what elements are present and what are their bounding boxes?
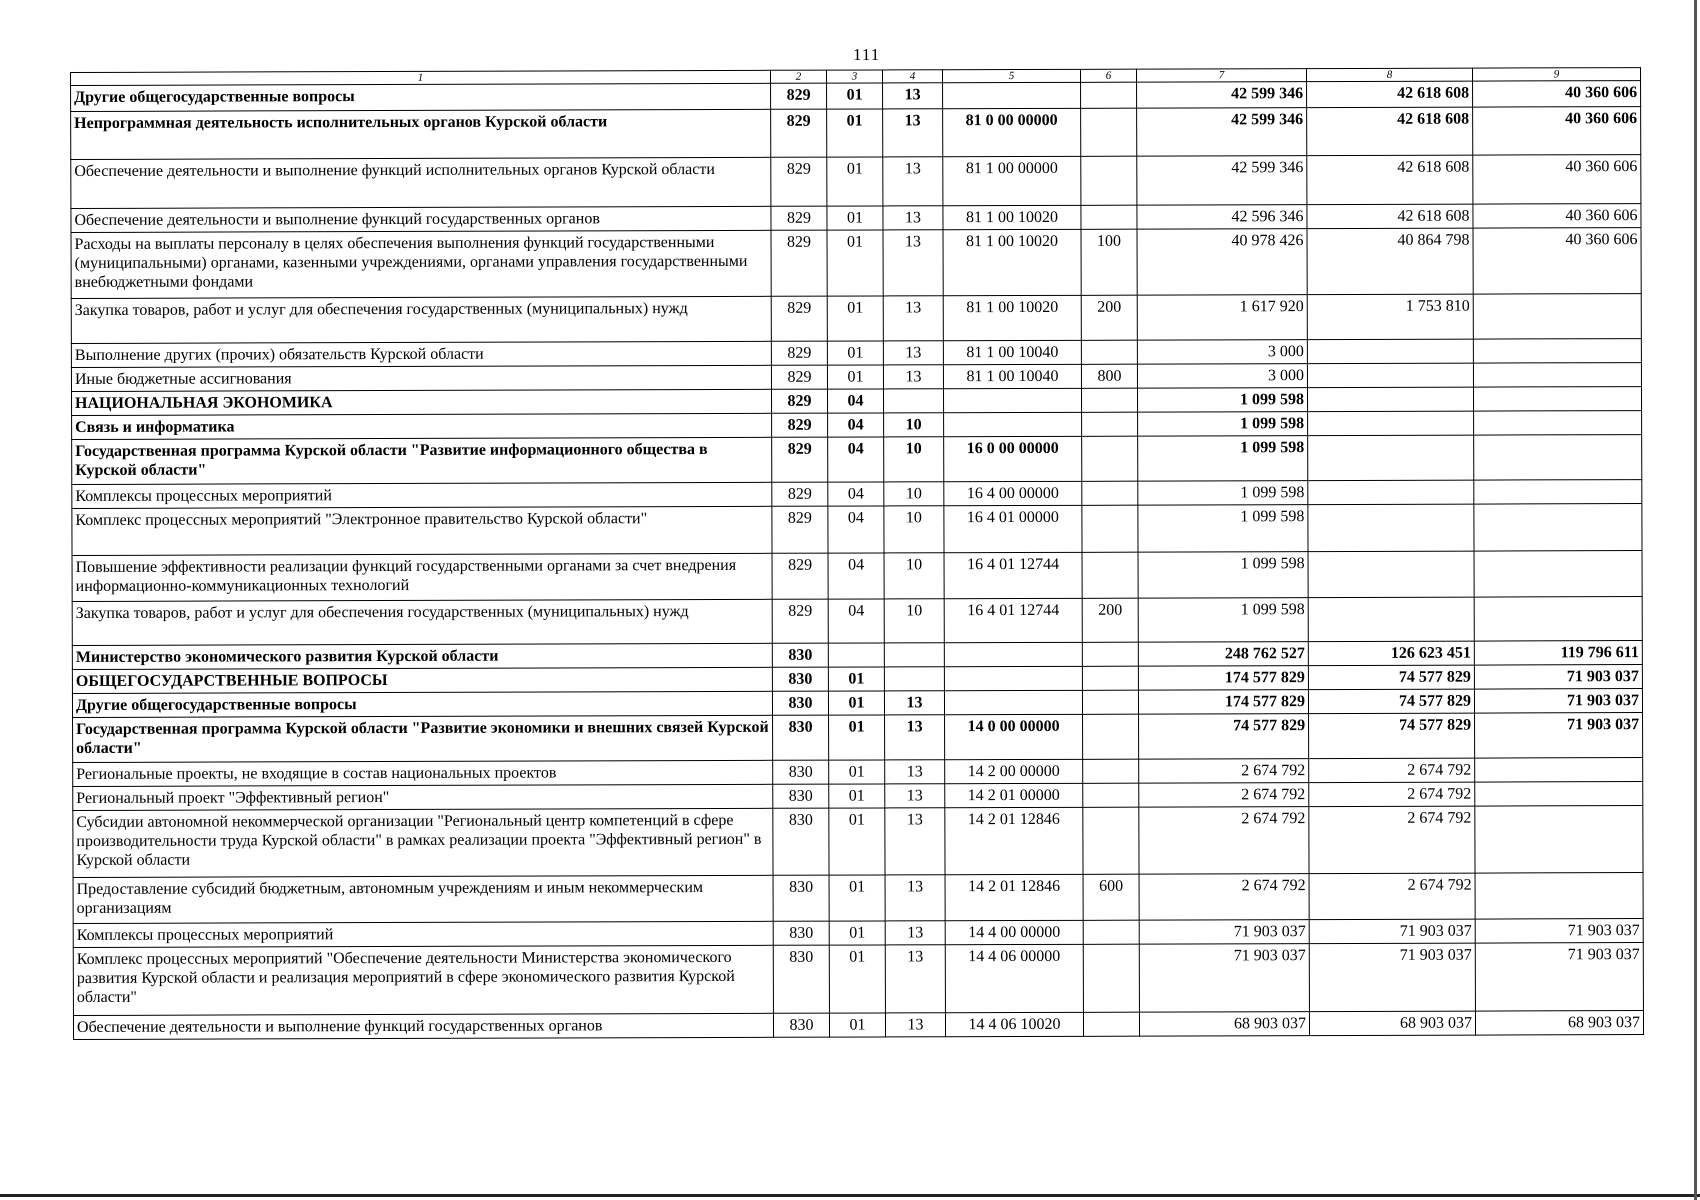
target-article-cell [944,690,1082,714]
section-cell: 04 [828,389,884,413]
table-row [71,107,1641,160]
target-article-cell: 16 4 01 12744 [944,598,1082,642]
ved-code-cell: 829 [771,109,827,157]
subsection-cell: 13 [883,365,943,389]
ved-code-cell: 830 [772,667,828,691]
amount-year2-cell: 42 618 608 [1307,107,1473,156]
expense-type-cell: 200 [1082,598,1138,642]
amount-year3-cell: 40 360 606 [1473,107,1641,156]
expense-type-cell [1081,156,1137,205]
ved-code-cell: 830 [773,808,829,875]
subsection-cell: 10 [884,553,944,599]
amount-year1-cell: 3 000 [1137,340,1307,365]
section-cell: 04 [828,482,884,506]
amount-year3-cell [1473,387,1641,412]
target-article-cell: 14 2 01 00000 [945,783,1083,807]
ved-code-cell: 830 [773,921,829,945]
expense-type-cell [1082,481,1138,505]
amount-year1-cell: 1 099 598 [1138,505,1308,553]
budget-table-frame [60,57,1642,1105]
expense-type-cell [1083,759,1139,783]
ved-code-cell: 830 [772,643,828,667]
amount-year2-cell: 71 903 037 [1309,919,1475,944]
target-article-cell: 14 4 06 10020 [945,1012,1083,1036]
name-cell: Комплексы процессных мероприятий [73,921,773,947]
subsection-cell: 13 [884,691,944,715]
table-row [73,713,1643,763]
expense-type-cell [1083,920,1139,944]
subsection-cell: 13 [883,296,943,341]
target-article-cell: 81 1 00 10040 [943,340,1081,364]
name-cell: Другие общегосударственные вопросы [71,83,771,111]
amount-year1-cell: 40 978 426 [1137,229,1307,296]
amount-year3-cell: 40 360 606 [1473,81,1641,108]
target-article-cell [943,82,1081,108]
amount-year2-cell [1307,363,1473,388]
amount-year1-cell: 42 596 346 [1137,205,1307,230]
amount-year3-cell [1473,294,1641,340]
name-cell: Предоставление субсидий бюджетным, автономным учреждениям и иным некоммерческим организациям [73,875,773,923]
target-article-cell: 14 4 06 00000 [945,944,1083,1012]
subsection-cell: 10 [884,506,944,553]
amount-year3-cell [1474,411,1642,436]
ved-code-cell: 829 [772,599,828,643]
section-cell: 01 [829,808,885,875]
target-article-cell: 14 4 00 00000 [945,920,1083,944]
scan-right-edge [1694,0,1697,1200]
section-cell [828,643,884,667]
section-cell: 01 [827,230,883,296]
table-row [71,155,1641,209]
expense-type-cell [1083,807,1139,874]
target-article-cell [944,666,1082,690]
amount-year2-cell: 74 577 829 [1308,665,1474,690]
table-row [73,943,1643,1016]
subsection-cell: 13 [883,206,943,230]
subsection-cell: 10 [884,413,944,437]
amount-year2-cell: 40 864 798 [1307,228,1473,295]
subsection-cell: 13 [885,875,945,921]
column-number-1: 1 [71,70,771,85]
name-cell: Выполнение других (прочих) обязательств Курской области [71,341,771,367]
amount-year1-cell: 2 674 792 [1139,759,1309,784]
column-number-3: 3 [826,70,882,83]
column-number-5: 5 [942,69,1080,82]
table-row [73,806,1643,878]
amount-year3-cell [1474,504,1642,552]
amount-year3-cell: 68 903 037 [1475,1011,1643,1036]
subsection-cell: 13 [885,715,945,760]
amount-year2-cell [1308,435,1474,481]
name-cell: Региональные проекты, не входящие в состав национальных проектов [73,760,773,786]
ved-code-cell: 830 [773,715,829,760]
ved-code-cell: 829 [771,83,827,109]
section-cell: 01 [827,365,883,389]
amount-year3-cell [1474,480,1642,505]
target-article-cell [944,642,1082,666]
expense-type-cell [1081,340,1137,364]
amount-year1-cell: 1 099 598 [1137,388,1307,413]
name-cell: Субсидии автономной некоммерческой организации "Региональный центр компетенций в сфере производительности труда Курской области" в рамках реализации проекта "Эффективный регион" в Курской области [73,808,773,877]
scan-bottom-edge [0,1194,1700,1197]
ved-code-cell: 829 [771,206,827,230]
section-cell: 01 [828,667,884,691]
amount-year1-cell: 1 099 598 [1138,598,1308,643]
ved-code-cell: 830 [773,945,829,1013]
amount-year1-cell: 3 000 [1137,364,1307,389]
page-number: 111 [853,45,881,64]
section-cell: 04 [828,599,884,643]
amount-year3-cell [1475,758,1643,783]
column-number-8: 8 [1306,68,1472,82]
section-cell: 01 [827,341,883,365]
column-number-9: 9 [1472,68,1640,82]
amount-year2-cell: 71 903 037 [1309,943,1475,1012]
ved-code-cell: 829 [772,413,828,437]
target-article-cell: 81 1 00 10020 [943,229,1081,295]
column-number-2: 2 [770,70,826,83]
expense-type-cell [1083,783,1139,807]
name-cell: Связь и информатика [72,413,772,439]
name-cell: Иные бюджетные ассигнования [71,365,771,391]
amount-year2-cell [1307,339,1473,364]
subsection-cell [883,389,943,413]
table-row [73,1011,1643,1040]
section-cell: 01 [828,691,884,715]
subsection-cell: 10 [884,437,944,482]
amount-year2-cell: 126 623 451 [1308,641,1474,666]
amount-year3-cell: 40 360 606 [1473,155,1641,205]
ved-code-cell: 830 [772,691,828,715]
section-cell: 01 [829,760,885,784]
name-cell: Обеспечение деятельности и выполнение функций государственных органов [73,1013,773,1039]
amount-year1-cell: 1 099 598 [1138,481,1308,506]
subsection-cell: 10 [884,482,944,506]
ved-code-cell: 829 [772,437,828,482]
amount-year2-cell: 68 903 037 [1309,1011,1475,1036]
name-cell: Закупка товаров, работ и услуг для обеспечения государственных (муниципальных) нужд [71,296,771,343]
amount-year1-cell: 2 674 792 [1139,783,1309,808]
amount-year3-cell [1474,435,1642,481]
subsection-cell: 13 [883,341,943,365]
section-cell: 01 [827,206,883,230]
amount-year1-cell: 71 903 037 [1139,920,1309,945]
amount-year2-cell [1308,551,1474,598]
amount-year3-cell [1473,339,1641,364]
amount-year1-cell: 1 099 598 [1138,436,1308,482]
target-article-cell: 16 4 01 12744 [944,552,1082,598]
amount-year3-cell [1474,551,1642,598]
expense-type-cell [1082,642,1138,666]
name-cell: Комплекс процессных мероприятий "Обеспечение деятельности Министерства экономического развития Курской области и реализация мероприятий в сфере экономического развития Курской области" [73,945,773,1015]
expense-type-cell [1081,388,1137,412]
expense-type-cell [1082,505,1138,552]
target-article-cell: 81 0 00 00000 [943,108,1081,156]
column-number-4: 4 [882,70,942,83]
amount-year1-cell: 68 903 037 [1139,1012,1309,1037]
expense-type-cell [1081,205,1137,229]
section-cell: 01 [827,83,883,109]
expense-type-cell: 800 [1081,364,1137,388]
name-cell: НАЦИОНАЛЬНАЯ ЭКОНОМИКА [72,389,772,415]
amount-year3-cell [1475,806,1643,874]
name-cell: Региональный проект "Эффективный регион" [73,784,773,810]
name-cell: Закупка товаров, работ и услуг для обеспечения государственных (муниципальных) нужд [72,599,772,645]
name-cell: Обеспечение деятельности и выполнение функций исполнительных органов Курской области [71,157,771,208]
target-article-cell [943,388,1081,412]
subsection-cell: 13 [883,83,943,109]
ved-code-cell: 829 [771,230,827,296]
amount-year3-cell: 71 903 037 [1474,689,1642,714]
amount-year3-cell [1474,597,1642,642]
target-article-cell: 14 2 00 00000 [945,759,1083,783]
section-cell: 04 [828,437,884,482]
amount-year3-cell [1475,782,1643,807]
name-cell: Расходы на выплаты персоналу в целях обеспечения выполнения функций государственными (муниципальными) органами, казенными учреждениями, органами управления государственными внебюджетными фондами [71,230,771,298]
expense-type-cell [1082,412,1138,436]
ved-code-cell: 829 [772,482,828,506]
budget-table [70,67,1644,1040]
target-article-cell: 16 4 00 00000 [944,481,1082,505]
section-cell: 04 [828,506,884,553]
expense-type-cell [1082,552,1138,598]
amount-year2-cell: 2 674 792 [1309,758,1475,783]
subsection-cell: 13 [885,760,945,784]
target-article-cell: 16 4 01 00000 [944,505,1082,552]
name-cell: Обеспечение деятельности и выполнение функций государственных органов [71,206,771,232]
amount-year2-cell: 42 618 608 [1307,81,1473,108]
ved-code-cell: 830 [773,784,829,808]
section-cell: 01 [829,921,885,945]
amount-year1-cell: 1 099 598 [1138,412,1308,437]
section-cell: 01 [829,945,885,1013]
target-article-cell: 14 2 01 12846 [945,874,1083,920]
subsection-cell: 13 [885,784,945,808]
name-cell: Непрограммная деятельность исполнительных органов Курской области [71,109,771,159]
ved-code-cell: 830 [773,875,829,921]
amount-year2-cell: 2 674 792 [1309,782,1475,807]
amount-year2-cell: 74 577 829 [1309,713,1475,759]
name-cell: Государственная программа Курской области "Развитие экономики и внешних связей Курской области" [73,715,773,762]
ved-code-cell: 829 [772,506,828,553]
expense-type-cell [1081,108,1137,156]
expense-type-cell [1082,690,1138,714]
amount-year2-cell: 42 618 608 [1307,204,1473,229]
expense-type-cell [1083,714,1139,759]
amount-year1-cell: 248 762 527 [1138,642,1308,667]
amount-year1-cell: 2 674 792 [1139,807,1309,875]
amount-year2-cell: 2 674 792 [1309,873,1475,920]
subsection-cell: 13 [883,157,943,206]
amount-year1-cell: 71 903 037 [1139,944,1309,1013]
subsection-cell: 13 [885,1013,945,1037]
column-number-7: 7 [1136,69,1306,83]
amount-year2-cell: 2 674 792 [1309,806,1475,874]
amount-year1-cell: 42 599 346 [1137,108,1307,157]
section-cell: 01 [829,1013,885,1037]
amount-year2-cell [1308,597,1474,642]
target-article-cell: 16 0 00 00000 [944,436,1082,481]
target-article-cell: 14 2 01 12846 [945,807,1083,874]
table-row [73,873,1643,924]
amount-year2-cell: 42 618 608 [1307,155,1473,205]
ved-code-cell: 829 [772,389,828,413]
section-cell: 01 [829,875,885,921]
table-row [71,228,1641,299]
amount-year2-cell: 74 577 829 [1308,689,1474,714]
expense-type-cell [1082,666,1138,690]
amount-year2-cell [1308,504,1474,552]
amount-year1-cell: 42 599 346 [1137,82,1307,109]
expense-type-cell: 200 [1081,295,1137,340]
section-cell: 01 [827,157,883,206]
table-body [71,81,1644,1040]
amount-year3-cell: 119 796 611 [1474,641,1642,666]
amount-year1-cell: 1 617 920 [1137,295,1307,341]
expense-type-cell: 100 [1081,229,1137,295]
subsection-cell: 13 [885,808,945,875]
name-cell: Повышение эффективности реализации функций государственными органами за счет внедрения информационно-коммуникационных технологий [72,553,772,601]
name-cell: ОБЩЕГОСУДАРСТВЕННЫЕ ВОПРОСЫ [72,667,772,693]
ved-code-cell: 829 [771,296,827,341]
name-cell: Комплекс процессных мероприятий "Электронное правительство Курской области" [72,506,772,555]
subsection-cell: 13 [883,230,943,296]
amount-year1-cell: 74 577 829 [1139,714,1309,760]
name-cell: Государственная программа Курской области "Развитие информационного общества в Курской области" [72,437,772,484]
amount-year2-cell [1308,480,1474,505]
ved-code-cell: 829 [772,553,828,599]
ved-code-cell: 830 [773,1013,829,1037]
ved-code-cell: 830 [773,760,829,784]
subsection-cell [884,667,944,691]
table-row [71,294,1641,344]
ved-code-cell: 829 [771,365,827,389]
ved-code-cell: 829 [771,341,827,365]
amount-year3-cell [1475,873,1643,920]
section-cell: 01 [829,715,885,760]
target-article-cell: 14 0 00 00000 [945,714,1083,759]
target-article-cell: 81 1 00 10020 [943,295,1081,340]
table-row [72,597,1642,646]
section-cell: 01 [827,109,883,157]
subsection-cell: 13 [885,945,945,1013]
amount-year1-cell: 174 577 829 [1138,690,1308,715]
amount-year2-cell [1308,411,1474,436]
amount-year2-cell: 1 753 810 [1307,294,1473,340]
amount-year1-cell: 1 099 598 [1138,552,1308,599]
expense-type-cell [1083,944,1139,1012]
target-article-cell: 81 1 00 00000 [943,156,1081,205]
subsection-cell [884,643,944,667]
amount-year2-cell [1307,387,1473,412]
target-article-cell [944,412,1082,436]
target-article-cell: 81 1 00 10040 [943,364,1081,388]
section-cell: 04 [828,553,884,599]
name-cell: Комплексы процессных мероприятий [72,482,772,508]
subsection-cell: 10 [884,599,944,643]
amount-year3-cell [1473,363,1641,388]
column-number-6: 6 [1080,69,1136,82]
name-cell: Другие общегосударственные вопросы [72,691,772,717]
table-row [72,504,1642,556]
name-cell: Министерство экономического развития Курской области [72,643,772,669]
subsection-cell: 13 [883,109,943,157]
ved-code-cell: 829 [771,157,827,206]
amount-year3-cell: 40 360 606 [1473,204,1641,229]
amount-year3-cell: 40 360 606 [1473,228,1641,295]
target-article-cell: 81 1 00 10020 [943,205,1081,229]
expense-type-cell: 600 [1083,874,1139,920]
expense-type-cell [1082,436,1138,481]
amount-year3-cell: 71 903 037 [1475,943,1643,1012]
amount-year1-cell: 2 674 792 [1139,874,1309,921]
subsection-cell: 13 [885,921,945,945]
table-row [72,551,1642,602]
amount-year3-cell: 71 903 037 [1475,919,1643,944]
amount-year1-cell: 174 577 829 [1138,666,1308,691]
amount-year1-cell: 42 599 346 [1137,156,1307,206]
amount-year3-cell: 71 903 037 [1475,713,1643,759]
section-cell: 01 [827,296,883,341]
section-cell: 04 [828,413,884,437]
amount-year3-cell: 71 903 037 [1474,665,1642,690]
table-row [72,435,1642,485]
section-cell: 01 [829,784,885,808]
expense-type-cell [1083,1012,1139,1036]
expense-type-cell [1081,82,1137,108]
